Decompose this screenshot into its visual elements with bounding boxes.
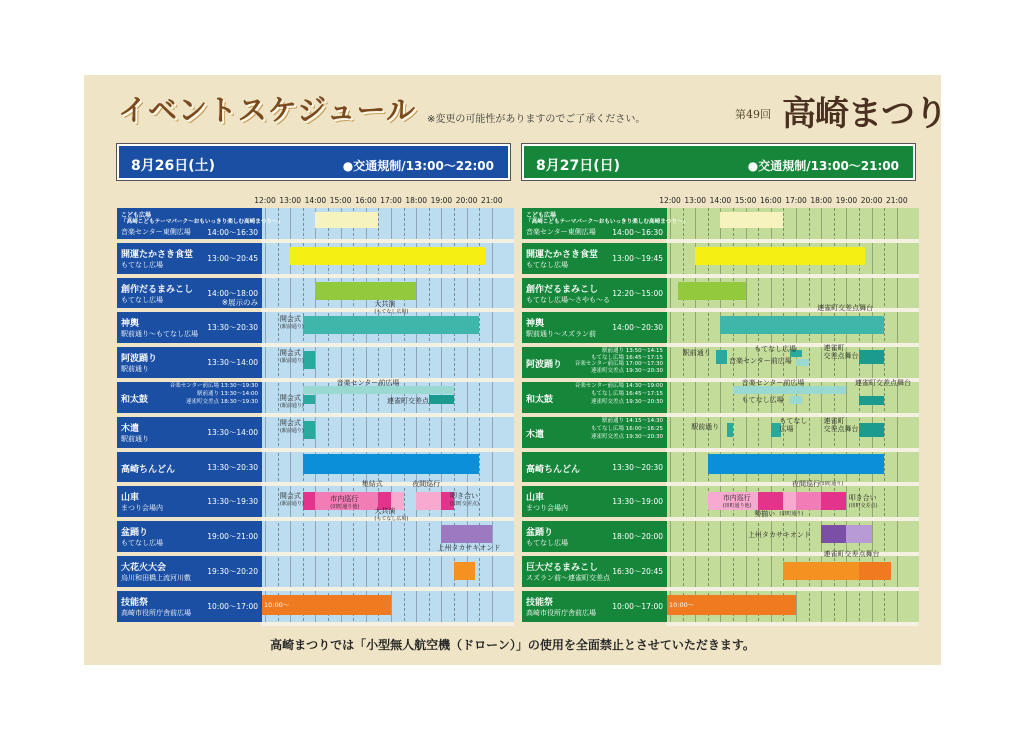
annotation: (田町通り) <box>819 481 844 488</box>
annotation: 集結式 <box>361 480 383 489</box>
grid-line <box>391 208 392 626</box>
schedule-bar <box>708 454 884 474</box>
time-tick: 18:00 <box>405 196 427 205</box>
grid-line <box>746 208 747 626</box>
event-time: 19:00〜21:00 <box>207 532 258 542</box>
event-time: 10:00〜17:00 <box>612 601 663 611</box>
time-tick: 12:00 <box>659 196 681 205</box>
event-time: 13:30〜20:30 <box>207 323 258 333</box>
schedule-bar <box>859 396 884 405</box>
event-subtime: 音楽センター前広場 13:30〜19:30 <box>169 383 258 389</box>
time-tick: 21:00 <box>885 196 908 205</box>
schedule-bar <box>790 396 803 404</box>
grid-line-half <box>378 208 379 626</box>
grid-line <box>366 208 367 626</box>
event-location: もてなし広場 <box>526 539 568 548</box>
event-name: 木遣 <box>526 429 545 440</box>
event-name: 和太鼓 <box>526 395 554 405</box>
schedule-bar <box>303 316 479 334</box>
schedule-bar <box>796 492 821 510</box>
day2-timeline <box>666 208 919 626</box>
grid-line-half <box>404 208 405 626</box>
event-time: 14:00〜16:30 <box>207 228 258 237</box>
event-time: 13:30〜19:30 <box>207 497 258 507</box>
row-separator <box>261 552 514 556</box>
event-time: 16:30〜20:45 <box>612 567 663 576</box>
annotation: (田町交差点) <box>450 501 479 508</box>
time-tick: 21:00 <box>480 196 503 205</box>
schedule-bar <box>416 492 441 510</box>
event-subtime: 駅前通り 13:30〜14:00 <box>197 391 258 397</box>
annotation: (田町通り) <box>779 511 804 518</box>
event-subtime: 連雀町交差点 19:30〜20:30 <box>591 433 663 440</box>
page-title: イベントスケジュール <box>118 93 416 127</box>
event-location: 音楽センター東側広場 <box>526 228 596 236</box>
schedule-bar <box>315 212 378 228</box>
time-tick: 14:00 <box>709 196 732 205</box>
event-time: 14:00〜16:30 <box>612 228 663 237</box>
schedule-bar <box>783 492 796 510</box>
annotation: (駅前通り) <box>279 403 304 409</box>
grid-line <box>771 208 772 626</box>
schedule-bar <box>783 562 859 580</box>
event-time: 13:30〜14:00 <box>207 427 258 437</box>
event-location: もてなし広場 <box>121 295 163 304</box>
bar-label: 10:00〜 <box>264 600 290 609</box>
schedule-bar <box>303 454 479 474</box>
row-separator <box>666 239 919 243</box>
annotation: 勢揃い <box>754 510 776 519</box>
event-row-label <box>117 382 262 413</box>
event-row-label <box>117 486 262 517</box>
event-row-label <box>117 312 262 343</box>
event-subtime: もてなし広場 16:45〜17:15 <box>591 354 663 361</box>
time-tick: 15:00 <box>329 196 352 205</box>
event-location: 駅前通り <box>121 434 149 443</box>
event-row-label <box>117 278 262 309</box>
schedule-bar <box>303 492 316 510</box>
event-name: 木遣 <box>121 423 140 434</box>
event-subtime: 連雀町交差点 19:30〜20:30 <box>591 399 663 405</box>
event-name: 「高崎こどもテーマパーク〜おもいっきり楽しむ高崎まつり〜」 <box>121 219 284 225</box>
day1-schedule <box>117 144 510 626</box>
event-name: 創作だるまみこし <box>121 284 194 295</box>
schedule-bar <box>720 316 884 334</box>
row-separator <box>666 274 919 278</box>
day1-traffic: ●交通規制/13:00〜22:00 <box>342 159 494 173</box>
day2-schedule <box>522 144 915 626</box>
day1-timeline <box>261 208 514 626</box>
time-tick: 20:00 <box>860 196 883 205</box>
event-prefix: こども広場 <box>526 212 557 219</box>
schedule-bar <box>441 525 491 543</box>
event-name: 高崎ちんどん <box>526 464 581 475</box>
schedule-bar <box>758 492 783 510</box>
schedule-bar <box>695 247 865 265</box>
annotation: 音楽センター前広場 <box>741 379 805 387</box>
day1-date: 8月26日(土) <box>131 158 216 174</box>
event-time: 13:30〜20:30 <box>207 462 258 472</box>
event-name: 神輿 <box>526 319 545 330</box>
event-name: 巨大だるまみこし <box>526 563 599 573</box>
event-location: もてなし広場〜さやも〜る <box>526 295 610 304</box>
schedule-bar <box>821 525 846 543</box>
event-location: 烏川和田橋上流河川敷 <box>121 574 191 582</box>
event-name: 開運たかさき食堂 <box>526 249 599 260</box>
day2-date: 8月27日(日) <box>536 158 621 174</box>
grid-line <box>670 208 671 626</box>
schedule-bar <box>666 595 796 615</box>
grid-line <box>695 208 696 626</box>
row-separator <box>261 274 514 278</box>
time-tick: 20:00 <box>455 196 478 205</box>
event-name: 「高崎こどもテーマパーク〜おもいっきり楽しむ高崎まつり〜」 <box>526 219 689 225</box>
annotation: 開会式 <box>279 315 301 324</box>
grid-line <box>341 208 342 626</box>
event-location: スズラン前〜連雀町交差点 <box>526 574 610 582</box>
grid-line-half <box>328 208 329 626</box>
schedule-bar <box>678 282 745 300</box>
annotation: 夜間巡行 <box>412 480 441 489</box>
annotation: 大共演 <box>374 507 396 516</box>
event-subtime: 連雀町交差点 18:30〜19:30 <box>186 399 258 405</box>
grid-line-half <box>708 208 709 626</box>
event-time: 19:30〜20:20 <box>207 567 258 576</box>
annotation: 叩き合い <box>450 492 478 501</box>
event-location: 駅前通り <box>121 365 149 374</box>
event-time: 14:00〜18:00 <box>207 288 258 298</box>
annotation: (駅前通り) <box>279 501 304 508</box>
grid-line <box>315 208 316 626</box>
event-time: 13:00〜20:45 <box>207 253 258 263</box>
row-separator <box>666 587 919 591</box>
event-note: ※展示のみ <box>221 297 258 307</box>
time-tick: 15:00 <box>734 196 757 205</box>
event-name: 大花火大会 <box>121 563 167 573</box>
annotation: (駅前通り) <box>279 324 304 331</box>
row-separator <box>261 448 514 452</box>
event-subtime: 連雀町交差点 19:30〜20:30 <box>591 367 663 374</box>
row-separator <box>261 239 514 243</box>
schedule-bar <box>303 421 316 439</box>
event-name: 盆踊り <box>121 528 149 539</box>
drone-notice: 高崎まつりでは「小型無人航空機（ドローン）」の使用を全面禁止とさせていただきます。 <box>270 638 755 652</box>
schedule-bar <box>846 525 871 543</box>
day2-traffic: ●交通規制/13:00〜21:00 <box>747 159 899 173</box>
event-location: 高崎市役所庁舎前広場 <box>526 608 596 617</box>
time-tick: 16:00 <box>759 196 782 205</box>
event-subtime: もてなし広場 16:00〜16:25 <box>591 425 663 432</box>
row-separator <box>261 413 514 417</box>
schedule-bar <box>733 386 846 394</box>
schedule-bar <box>821 492 846 510</box>
schedule-bar <box>716 350 727 364</box>
grid-line <box>441 208 442 626</box>
schedule-bar <box>859 350 884 364</box>
annotation: 上州タカサキオンド <box>437 544 501 553</box>
annotation: 開会式 <box>279 349 301 358</box>
grid-line-half <box>683 208 684 626</box>
event-row-label <box>522 521 667 552</box>
annotation: (田町交差点) <box>848 503 878 510</box>
event-time: 13:30〜14:00 <box>207 358 258 368</box>
annotation: 連雀町交差点舞台 <box>823 550 880 558</box>
annotation: (駅前通り) <box>279 358 304 365</box>
time-tick: 19:00 <box>430 196 453 205</box>
event-row-label <box>522 556 667 587</box>
event-subtime: もてなし広場 16:45〜17:15 <box>591 391 663 397</box>
schedule-bar <box>303 395 316 404</box>
event-row-label <box>522 486 667 517</box>
event-name: 技能祭 <box>121 597 149 608</box>
event-row-label <box>522 591 667 622</box>
grid-line <box>492 208 493 626</box>
event-row-label <box>117 208 284 239</box>
event-location: まつり会場内 <box>526 504 568 513</box>
row-separator <box>666 552 919 556</box>
annotation: 上州タカサキオンド <box>747 531 811 540</box>
annotation: もてなし広場 <box>754 345 797 354</box>
event-subtime: 駅前通り 13:50〜14:15 <box>602 348 663 355</box>
grid-line-half <box>278 208 279 626</box>
annotation: 駅前通り <box>682 349 711 358</box>
grid-line-half <box>758 208 759 626</box>
grid-line <box>897 208 898 626</box>
annotation: 音楽センター前広場 <box>336 379 400 387</box>
schedule-bar <box>454 562 475 580</box>
row-separator <box>666 622 919 626</box>
grid-line-half <box>303 208 304 626</box>
event-row-label <box>522 417 667 448</box>
event-time: 13:30〜19:00 <box>612 497 663 507</box>
event-name: 創作だるまみこし <box>526 284 599 295</box>
schedule-bar <box>727 423 733 437</box>
event-prefix: こども広場 <box>121 212 152 219</box>
event-row-label <box>522 452 667 483</box>
event-name: 盆踊り <box>526 528 554 539</box>
annotation: 市内巡行 <box>330 495 359 504</box>
grid-line <box>416 208 417 626</box>
event-location: まつり会場内 <box>121 504 163 513</box>
event-time: 18:00〜20:00 <box>612 532 663 542</box>
annotation: 連雀町交差点 <box>387 397 429 405</box>
event-location: 高崎市役所庁舎前広場 <box>121 608 191 617</box>
row-separator <box>666 308 919 312</box>
annotation: 夜間巡行 <box>792 480 820 489</box>
annotation: (もてなし広場) <box>374 516 409 523</box>
event-name: 山車 <box>121 493 140 504</box>
event-location: もてなし広場 <box>526 260 568 269</box>
annotation: 連雀町 交差点舞台 <box>823 344 859 361</box>
time-tick: 16:00 <box>354 196 377 205</box>
event-name: 阿波踊り <box>526 360 563 371</box>
time-tick: 13:00 <box>279 196 301 205</box>
annotation: (駅前通り) <box>279 427 304 434</box>
event-time: 10:00〜17:00 <box>207 601 258 611</box>
event-row-label <box>117 417 262 448</box>
event-row-label <box>117 243 262 274</box>
bar-label: 10:00〜 <box>669 600 695 609</box>
grid-line <box>290 208 291 626</box>
schedule-bar <box>303 386 454 394</box>
time-tick: 12:00 <box>254 196 276 205</box>
day1-header <box>117 144 510 180</box>
schedule-bar <box>796 359 809 366</box>
annotation: 駅前通り <box>691 422 720 431</box>
time-tick: 19:00 <box>835 196 858 205</box>
event-time: 12:20〜15:00 <box>612 288 663 298</box>
schedule-bar <box>303 351 316 369</box>
grid-line-half <box>429 208 430 626</box>
event-row-label <box>522 278 667 309</box>
event-location: もてなし広場 <box>121 539 163 548</box>
grid-line <box>720 208 721 626</box>
event-time: 13:00〜19:45 <box>612 253 663 263</box>
row-separator <box>261 587 514 591</box>
annotation: 開会式 <box>279 418 301 427</box>
annotation: 連雀町交差点舞台 <box>817 304 874 313</box>
row-separator <box>666 448 919 452</box>
time-tick: 18:00 <box>810 196 832 205</box>
event-name: 高崎ちんどん <box>121 464 176 475</box>
festival-logo: 高崎まつり <box>782 94 947 134</box>
event-row-label <box>522 208 689 239</box>
grid-line-half <box>733 208 734 626</box>
event-location: 駅前通り〜もてなし広場 <box>121 330 198 339</box>
event-name: 阿波踊り <box>121 354 158 365</box>
event-subtime: 音楽センター前広場 17:00〜17:30 <box>574 361 663 368</box>
time-tick: 17:00 <box>785 196 807 205</box>
row-separator <box>261 622 514 626</box>
annotation: 音楽センター前広場 <box>729 357 792 366</box>
event-row-label <box>522 243 667 274</box>
annotation: 連雀町 交差点舞台 <box>823 416 859 433</box>
annotation: 叩き合い <box>848 494 877 503</box>
event-location: 駅前通り〜スズラン前 <box>526 330 596 339</box>
event-name: 山車 <box>526 493 545 504</box>
time-tick: 13:00 <box>684 196 706 205</box>
schedule-bar <box>859 423 884 437</box>
schedule-bar <box>261 595 391 615</box>
row-separator <box>261 343 514 347</box>
event-name: 和太鼓 <box>121 395 149 405</box>
schedule-bar <box>859 562 891 580</box>
annotation: もてなし広場 <box>741 396 784 404</box>
schedule-bar <box>315 282 416 300</box>
schedule-bar <box>720 212 783 228</box>
edition-label: 第49回 <box>735 108 771 121</box>
event-name: 神輿 <box>121 319 140 330</box>
grid-line-half <box>479 208 480 626</box>
annotation: 連雀町交差点舞台 <box>855 379 911 387</box>
annotation: (田町通り他) <box>330 504 360 511</box>
event-time: 14:00〜20:30 <box>612 323 663 333</box>
event-row-label <box>522 382 667 413</box>
event-row-label <box>117 452 262 483</box>
event-row-label <box>522 312 667 343</box>
annotation: 市内巡行 <box>722 494 751 503</box>
event-row-label <box>117 556 262 587</box>
event-row-label <box>522 347 667 378</box>
annotation: (田町通り他) <box>722 503 752 510</box>
event-location: 音楽センター東側広場 <box>121 228 191 236</box>
schedule-bar <box>429 395 454 404</box>
event-time: 13:30〜20:30 <box>612 462 663 472</box>
annotation: 開会式 <box>279 394 301 402</box>
event-name: 開運たかさき食堂 <box>121 249 194 260</box>
day2-header <box>522 144 915 180</box>
event-location: もてなし広場 <box>121 260 163 269</box>
time-tick: 17:00 <box>380 196 402 205</box>
change-notice: ※変更の可能性がありますのでご了承ください。 <box>427 114 646 125</box>
grid-line-half <box>353 208 354 626</box>
grid-line <box>265 208 266 626</box>
event-row-label <box>117 347 262 378</box>
annotation: 大共演 <box>374 300 396 309</box>
event-name: 技能祭 <box>526 597 554 608</box>
time-tick: 14:00 <box>304 196 327 205</box>
event-subtime: 音楽センター前広場 14:30〜19:00 <box>574 383 663 389</box>
annotation: もてなし 広場 <box>779 416 808 433</box>
annotation: 開会式 <box>279 492 301 501</box>
event-row-label <box>117 591 262 622</box>
event-row-label <box>117 521 262 552</box>
annotation: (もてなし広場) <box>374 309 409 316</box>
schedule-bar <box>290 247 485 265</box>
event-subtime: 駅前通り 14:15〜14:30 <box>602 417 663 424</box>
